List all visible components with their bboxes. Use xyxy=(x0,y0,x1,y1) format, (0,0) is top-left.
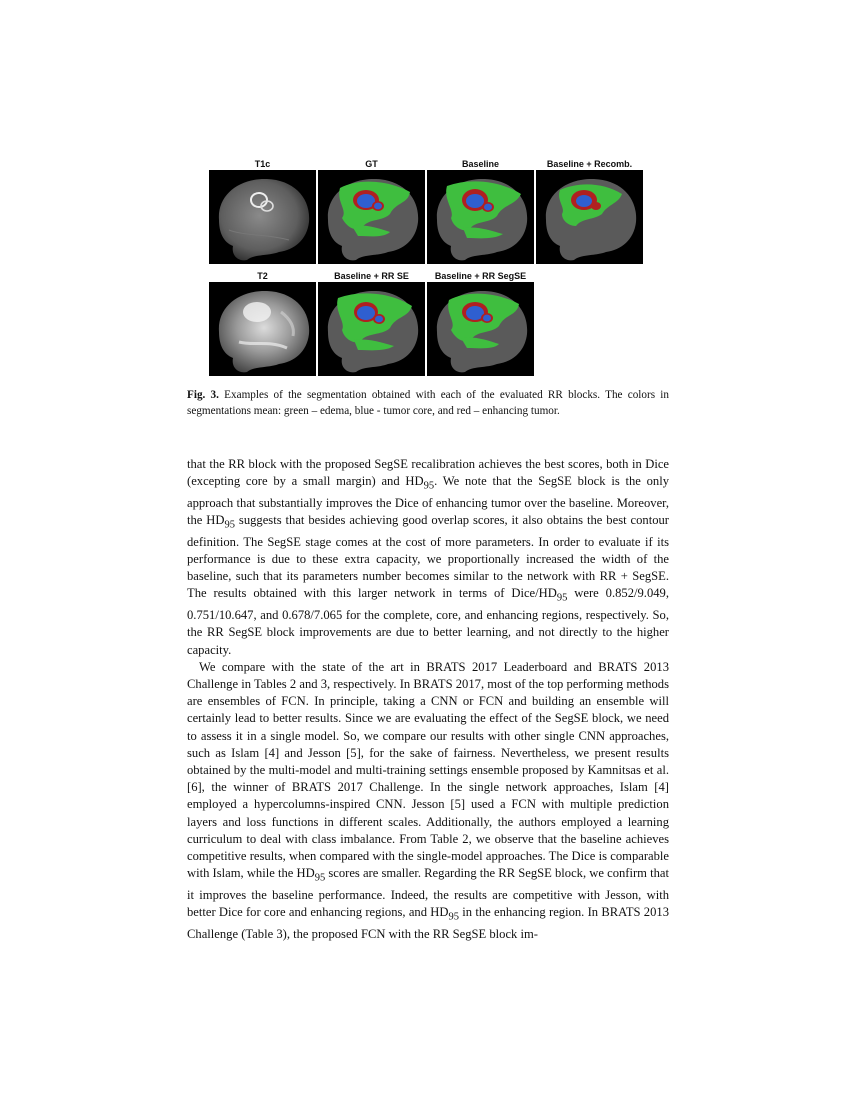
panel-label: T1c xyxy=(254,159,271,169)
panel-baseline xyxy=(427,158,534,264)
segmentation-image-gt xyxy=(318,170,425,264)
subscript: 95 xyxy=(448,911,459,923)
segmentation-image-baseline xyxy=(427,170,534,264)
figure-3 xyxy=(209,158,645,376)
caption-text: Examples of the segmentation obtained with each of the evaluated RR blocks. The colors in segmentations mean: green – edema, blue - tumor core, and red – enhancing tumor. xyxy=(187,389,669,417)
segmentation-image-baseline-recomb xyxy=(536,170,643,264)
panel-label: Baseline xyxy=(461,159,500,169)
figure-caption xyxy=(187,387,669,419)
panel-baseline-recomb xyxy=(536,158,643,264)
text-run: suggests that besides achieving good overlap scores, it also obtains the best contour definition. The SegSE stage comes at the cost of more parameters. In order to evaluate if its performance is due to these extra capacity, we proportionally increased the width of the baseline, such that its parameters number becomes similar to the network with RR + SegSE. The results obtained with this larger network in terms of Dice/HD xyxy=(187,513,669,601)
panel-label: Baseline + Recomb. xyxy=(546,159,633,169)
mri-image-t2 xyxy=(209,282,316,376)
figure-row-2 xyxy=(209,270,645,376)
text-run: We compare with the state of the art in BRATS 2017 Leaderboard and BRATS 2013 Challenge in Tables 2 and 3, respectively. In BRATS 2017, most of the top performing methods are ensembles of FCN. In principle, taking a CNN or FCN and building an ensemble will certainly lead to better results. Since we are evaluating the effect of the SegSE block, we need to assess it in a single model. So, we compare our results with other single CNN approaches, such as Islam [4] and Jesson [5], for the sake of fairness. Nevertheless, we present results obtained by the multi-model and multi-training settings ensemble proposed by Kamnitsas et al. [6], the winner of BRATS 2017 Challenge. In the single network approaches, Islam [4] employed a hypercolumns-inspired CNN. Jesson [5] used a FCN with multiple prediction layers and loss functions in different scales. Additionally, the authors employed a learning curriculum to deal with class imbalance. From Table 2, we observe that the baseline achieves competitive results, when compared with the single-model approaches. The Dice is comparable with Islam, while the HD xyxy=(187,659,669,881)
segmentation-image-rr-segse xyxy=(427,282,534,376)
panel-label: GT xyxy=(365,159,378,169)
paragraph-1 xyxy=(187,456,669,659)
figure-row-1 xyxy=(209,158,645,264)
text-run: in the enhancing region. In BRATS 2013 Challenge (Table 3), the proposed FCN with the RR SegSE block im- xyxy=(187,905,669,941)
text-run: were 0.852/9.049, 0.751/10.647, and 0.678/7.065 for the complete, core, and enhancing regions, respectively. So, the RR SegSE block improvements are due to better learning, and not directly to the higher capacity. xyxy=(187,586,669,657)
panel-t1c xyxy=(209,158,316,264)
panel-t2 xyxy=(209,270,316,376)
subscript: 95 xyxy=(556,592,568,604)
paragraph-2 xyxy=(187,659,669,943)
panel-gt xyxy=(318,158,425,264)
mri-image-t1c xyxy=(209,170,316,264)
text-run: . We note that the SegSE block is the only approach that substantially improves the Dice of enhancing tumor over the baseline. Moreover, the HD xyxy=(187,474,670,528)
text-run: that the RR block with the proposed SegSE recalibration achieves the best scores, both in Dice (excepting core by a small margin) and HD xyxy=(187,457,669,489)
panel-baseline-rr-se xyxy=(318,270,425,376)
body-text xyxy=(187,456,669,943)
subscript: 95 xyxy=(314,872,326,884)
subscript: 95 xyxy=(224,519,235,531)
panel-label: T2 xyxy=(257,271,268,281)
text-run: scores are smaller. Regarding the RR SegSE block, we confirm that it improves the baseline performance. Indeed, the results are competitive with Jesson, with better Dice for core and enhancing regions, and HD xyxy=(187,866,670,920)
subscript: 95 xyxy=(423,480,435,492)
segmentation-image-rr-se xyxy=(318,282,425,376)
panel-label: Baseline + RR SegSE xyxy=(434,271,527,281)
panel-baseline-rr-segse xyxy=(427,270,534,376)
panel-label: Baseline + RR SE xyxy=(334,271,409,281)
figure-number: Fig. 3. xyxy=(187,389,219,401)
